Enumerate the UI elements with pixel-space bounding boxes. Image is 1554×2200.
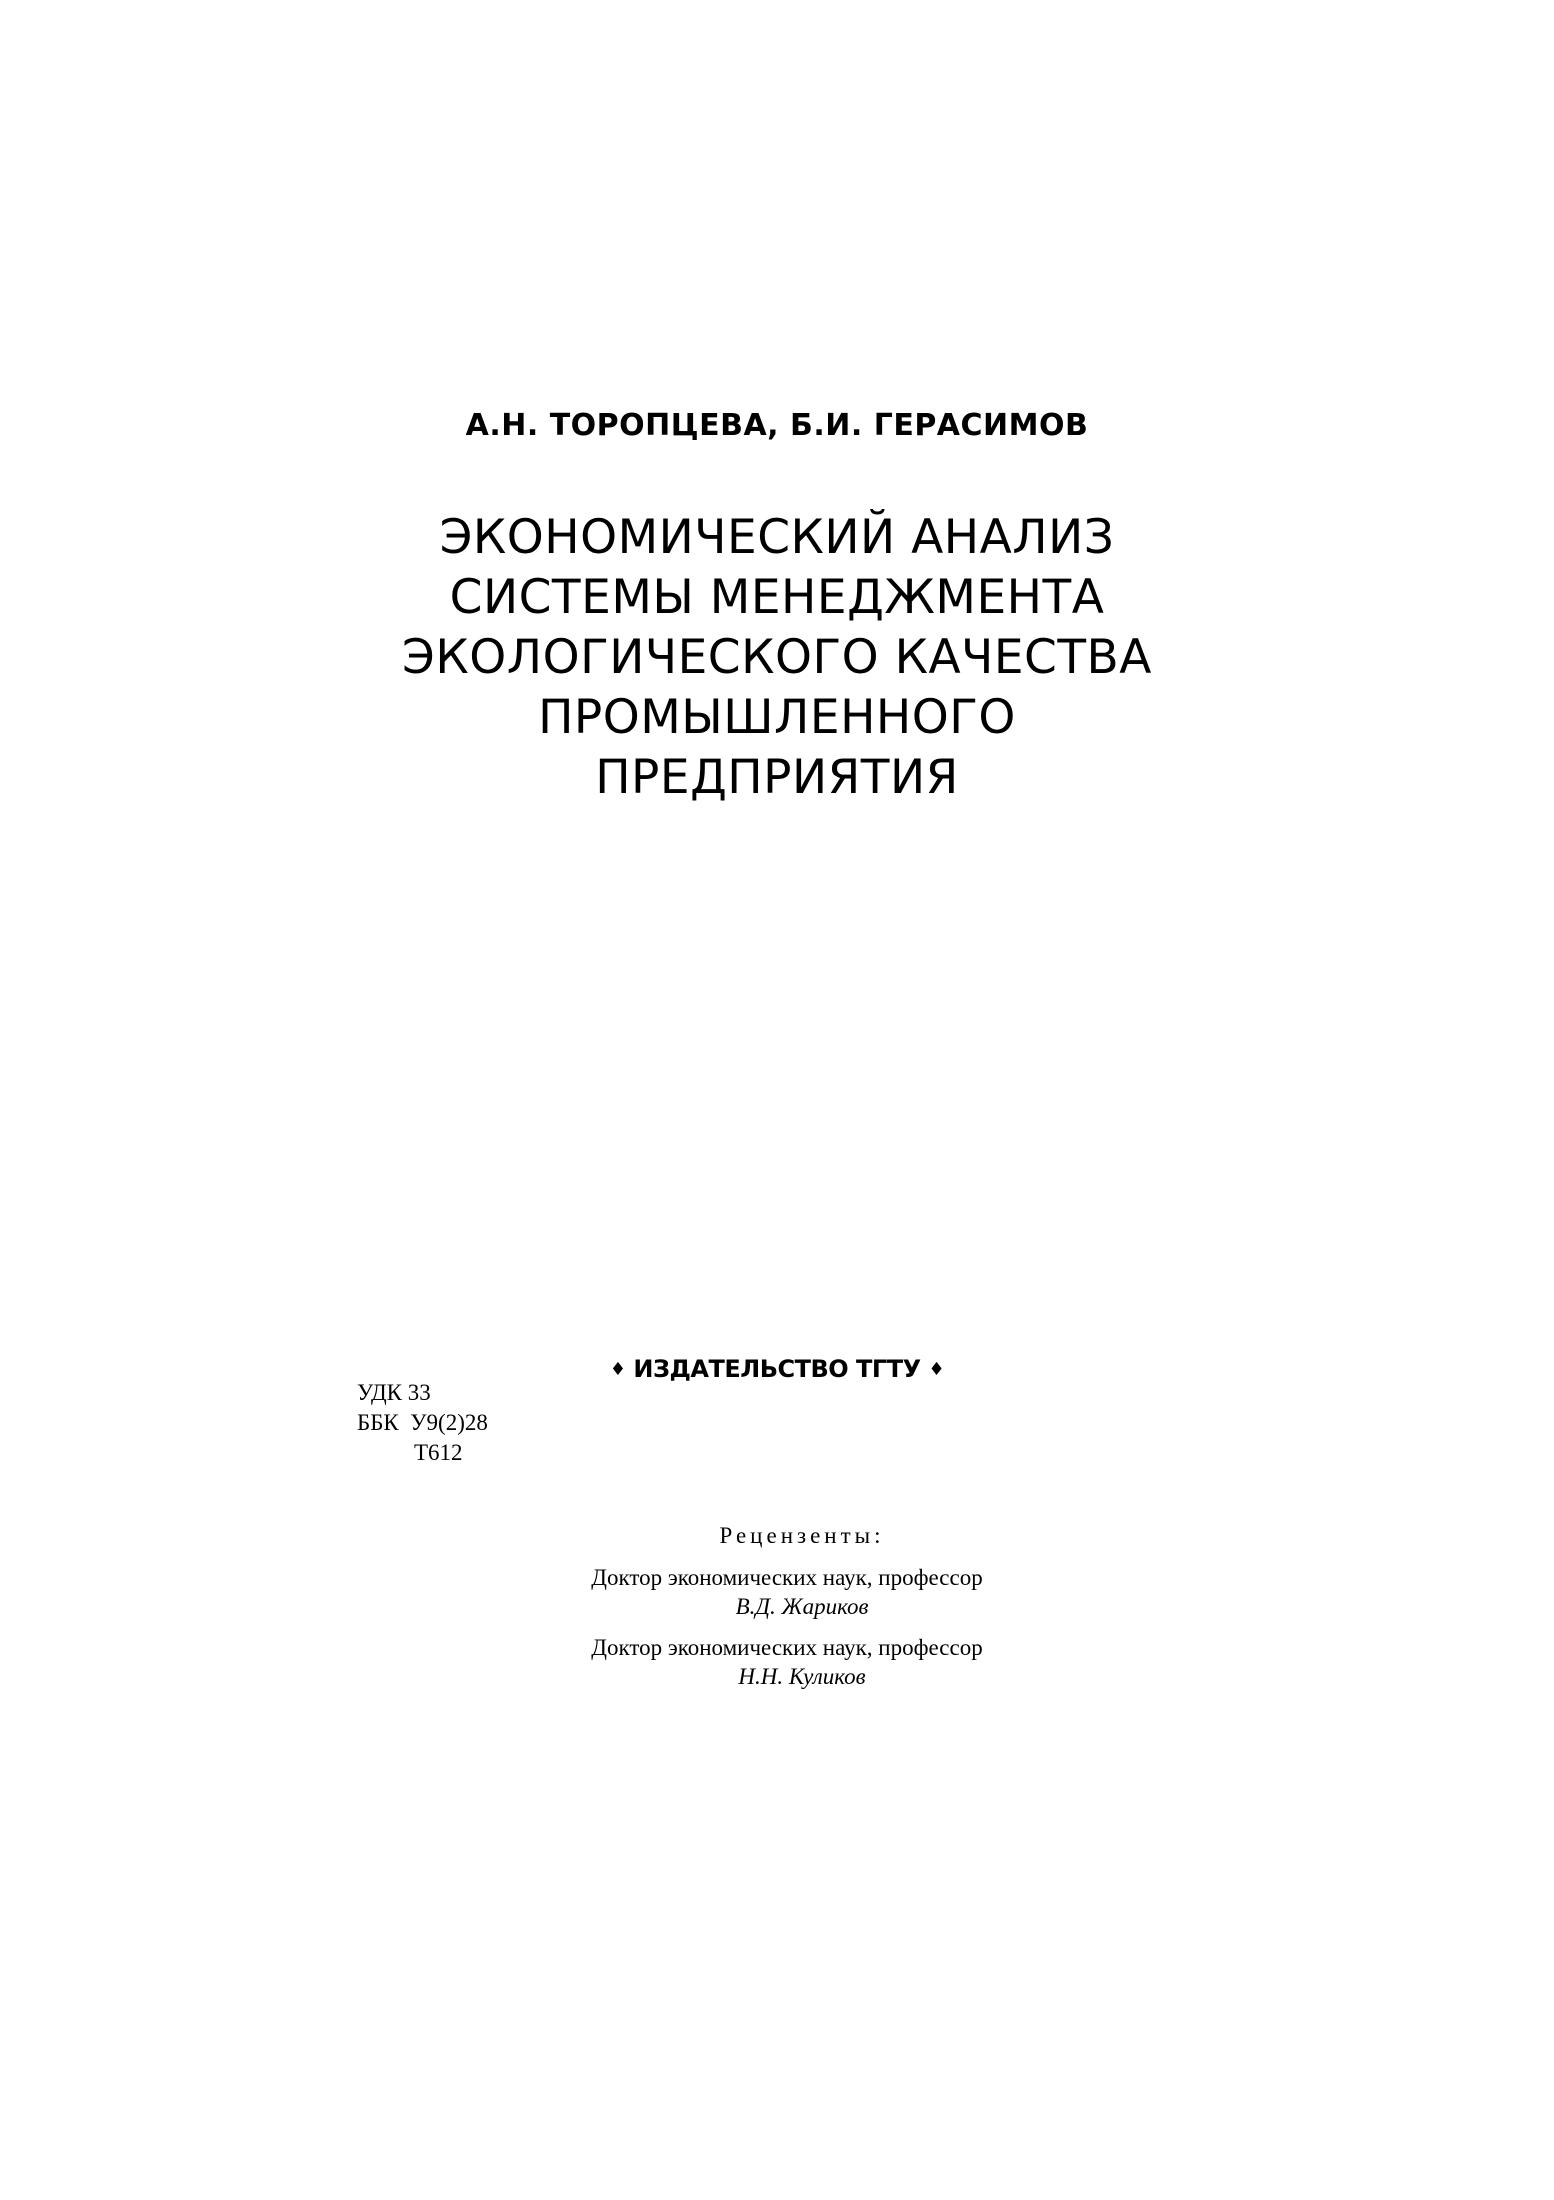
reviewer-entry xyxy=(0,1633,1554,1691)
catalog-codes xyxy=(357,1378,488,1468)
reviewers-heading: Рецензенты: xyxy=(719,1523,885,1548)
authors: А.Н. ТОРОПЦЕВА, Б.И. ГЕРАСИМОВ xyxy=(465,408,1089,443)
udk-code: УДК 33 xyxy=(357,1380,431,1405)
reviewers-block xyxy=(0,1523,1554,1703)
diamond-icon: ♦ xyxy=(609,1359,626,1380)
reviewer-name: Н.Н. Куликов xyxy=(738,1664,866,1689)
publisher-name: ИЗДАТЕЛЬСТВО ТГТУ xyxy=(633,1355,921,1383)
title-line-1: ЭКОНОМИЧЕСКИЙ АНАЛИЗ xyxy=(439,510,1115,565)
title-line-5: ПРЕДПРИЯТИЯ xyxy=(595,750,959,805)
publisher-line xyxy=(0,1355,1554,1383)
reviewer-entry xyxy=(0,1563,1554,1621)
diamond-icon: ♦ xyxy=(928,1359,945,1380)
title-line-4: ПРОМЫШЛЕННОГО xyxy=(538,690,1016,745)
reviewer-degree: Доктор экономических наук, профессор xyxy=(591,1635,983,1660)
book-title xyxy=(0,508,1554,808)
author-mark: Т612 xyxy=(414,1440,463,1465)
title-line-2: СИСТЕМЫ МЕНЕДЖМЕНТА xyxy=(449,570,1105,625)
reviewer-name: В.Д. Жариков xyxy=(735,1594,869,1619)
title-line-3: ЭКОЛОГИЧЕСКОГО КАЧЕСТВА xyxy=(402,630,1152,685)
bbk-code: ББК У9(2)28 xyxy=(357,1410,488,1435)
reviewer-degree: Доктор экономических наук, профессор xyxy=(591,1565,983,1590)
